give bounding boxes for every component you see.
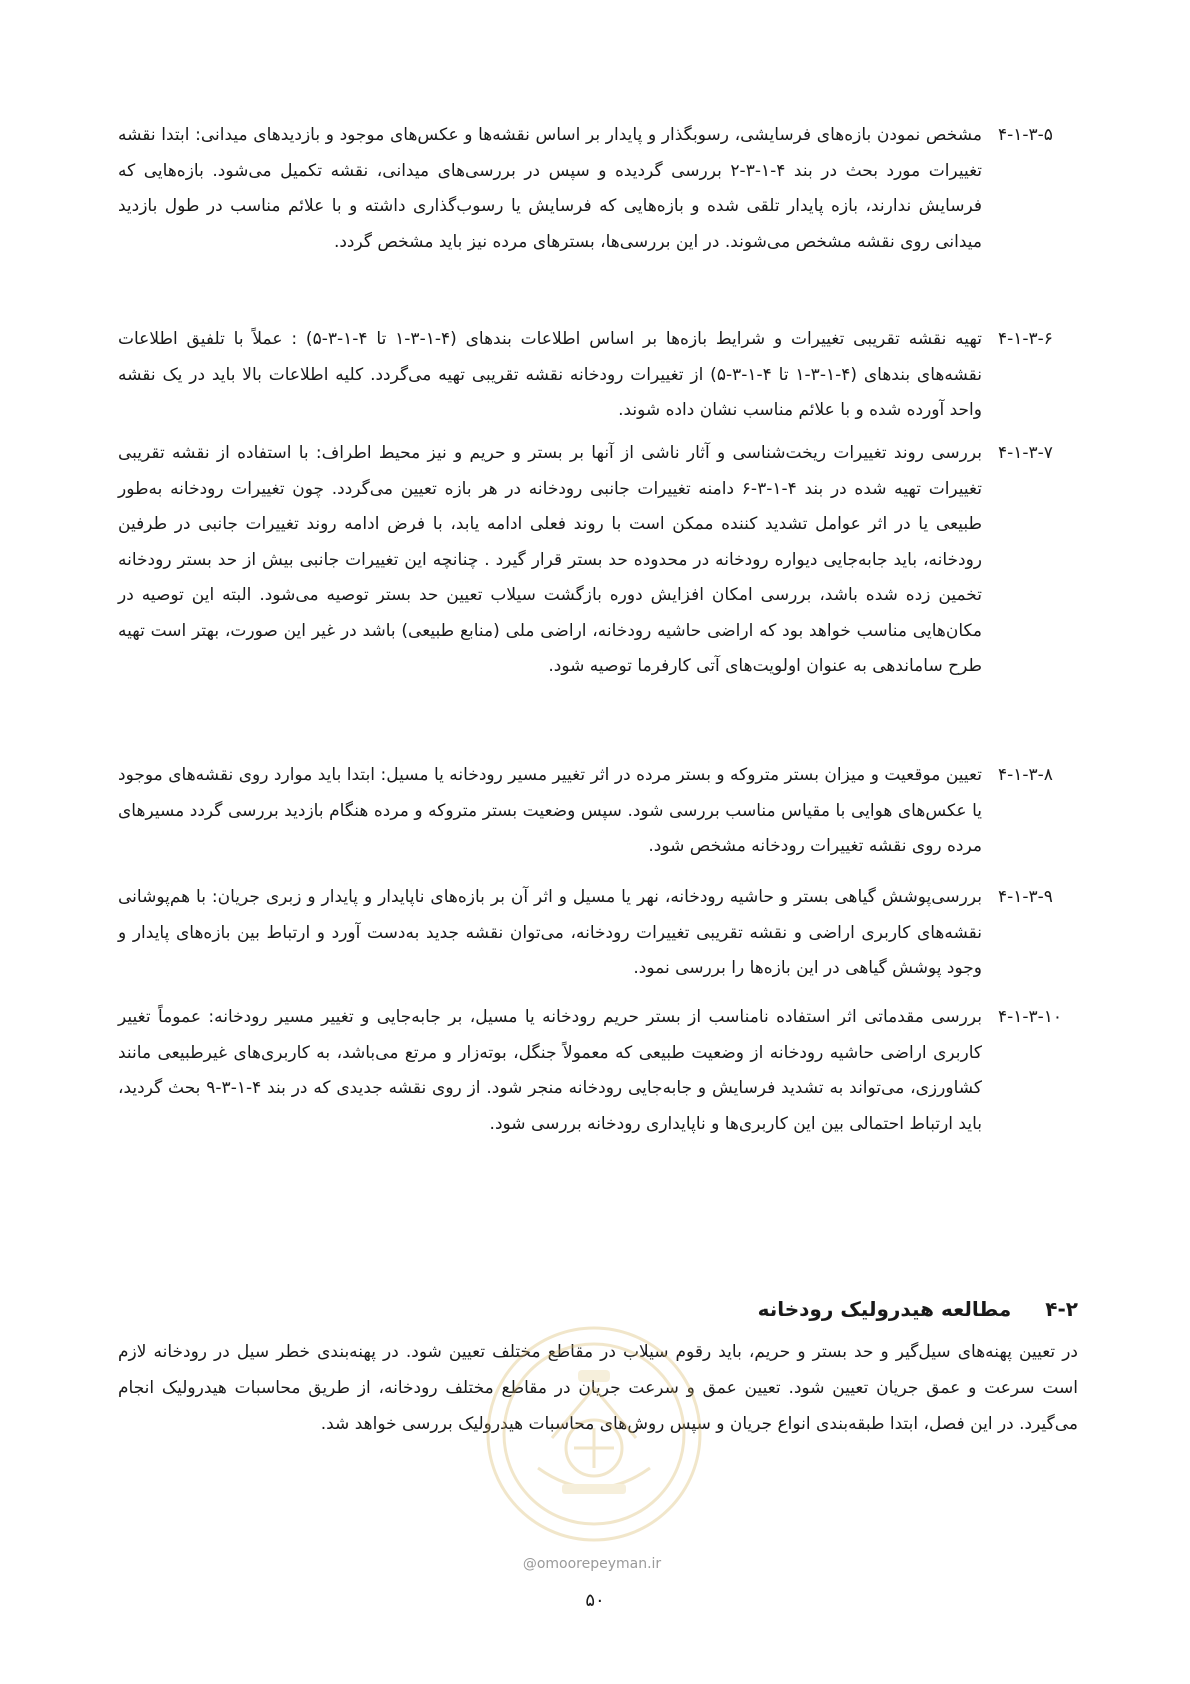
clause-number: ۴-۱-۳-۷ [998, 443, 1053, 463]
clause-number: ۴-۱-۳-۹ [998, 887, 1053, 907]
section-title: مطالعه هیدرولیک رودخانه [757, 1297, 1012, 1321]
section-number: ۴-۲ [1045, 1297, 1078, 1321]
clause-number: ۴-۱-۳-۵ [998, 125, 1053, 145]
section-heading [758, 1294, 1078, 1324]
clause-text: تهیه نقشه تقریبی تغییرات و شرایط بازه‌ها بر اساس اطلاعات بندهای (۴-۱-۳-۱ تا ۴-۱-۳-۵) : عملاً با تلفیق اطلاعات نقشه‌های بندهای (۴-۱-۳-۱ تا ۴-۱-۳-۵) از تغییرات رودخانه نقشه تقریبی تهیه می‌گردد. کلیه اطلاعات بالا باید در یک نقشه واحد آورده شده و با علائم مناسب نشان داده شوند. [118, 329, 982, 420]
section-paragraph: در تعیین پهنه‌های سیل‌گیر و حد بستر و حریم، باید رقوم سیلاب در مقاطع مختلف تعیین شود. در پهنه‌بندی خطر سیل در رودخانه لازم است سرعت و عمق جریان تعیین شود. تعیین عمق و سرعت جریان در مقاطع مختلف رودخانه، از طریق محاسبات هیدرولیک انجام می‌گیرد. در این فصل، ابتدا طبقه‌بندی انواع جریان و سپس روش‌های محاسبات هیدرولیک بررسی خواهد شد. [118, 1342, 1078, 1434]
clause-4-1-3-5 [118, 118, 1078, 260]
page-number: ۵۰ [585, 1590, 605, 1611]
clause-4-1-3-8 [118, 758, 1078, 865]
clause-4-1-3-10 [118, 1000, 1078, 1142]
clause-text: مشخص نمودن بازه‌های فرسایشی، رسوبگذار و پایدار بر اساس نقشه‌ها و عکس‌های موجود و بازدیدهای میدانی: ابتدا نقشه تغییرات مورد بحث در بند ۴-۱-۳-۲ بررسی گردیده و سپس در بررسی‌های میدانی، نقشه تکمیل می‌شود. بازه‌هایی که فرسایش ندارند، بازه پایدار تلقی شده و بازه‌هایی که فرسایش یا رسوب‌گذاری داشته و با علائم مناسب در طول بازدید میدانی روی نقشه مشخص می‌شوند. در این بررسی‌ها، بسترهای مرده نیز باید مشخص گردد. [118, 125, 983, 252]
clause-number: ۴-۱-۳-۱۰ [998, 1007, 1063, 1027]
clause-text: بررسی روند تغییرات ریخت‌شناسی و آثار ناشی از آنها بر بستر و حریم و نیز محیط اطراف: با استفاده از نقشه تقریبی تغییرات تهیه شده در بند ۴-۱-۳-۶ دامنه تغییرات جانبی رودخانه در هر بازه تعیین می‌گردد. چون تغییرات رودخانه به‌طور طبیعی یا در اثر عوامل تشدید کننده ممکن است با روند فعلی ادامه یابد، با فرض ادامه روند تغییرات جانبی در طرفین رودخانه، باید جابه‌جایی دیواره رودخانه در محدوده حد بستر قرار گیرد . چنانچه این تغییرات جانبی بیش از حد بستر رودخانه تخمین زده شده باشد، بررسی امکان افزایش دوره بازگشت سیلاب تعیین حد بستر توصیه می‌شود. البته این توصیه در مکان‌هایی مناسب خواهد بود که اراضی حاشیه رودخانه، اراضی ملی (منابع طبیعی) باشد در غیر این صورت، بهتر است تهیه طرح ساماندهی به عنوان اولویت‌های آتی کارفرما توصیه شود. [118, 443, 982, 676]
watermark-url: @omoorepeyman.ir [522, 1556, 662, 1572]
clause-text: بررسی مقدماتی اثر استفاده نامناسب از بستر حریم رودخانه یا مسیل، بر جابه‌جایی و تغییر مسیر رودخانه: عموماً تغییر کاربری اراضی حاشیه رودخانه از وضعیت طبیعی که معمولاً جنگل، بوته‌زار و مرتع می‌باشد، به کاربری‌های غیرطبیعی مانند کشاورزی، می‌تواند به تشدید فرسایش و جابه‌جایی رودخانه منجر شود. از روی نقشه جدیدی که در بند ۴-۱-۳-۹ بحث گردید، باید ارتباط احتمالی بین این کاربری‌ها و ناپایداری رودخانه بررسی شود. [118, 1007, 983, 1134]
clause-text: تعیین موقعیت و میزان بستر متروکه و بستر مرده در اثر تغییر مسیر رودخانه یا مسیل: ابتدا باید موارد روی نقشه‌های موجود یا عکس‌های هوایی با مقیاس مناسب بررسی شود. سپس وضعیت بستر متروکه و مرده هنگام بازدید بررسی گردد مسیرهای مرده روی نقشه تغییرات رودخانه مشخص شود. [118, 765, 982, 856]
clause-number: ۴-۱-۳-۶ [998, 329, 1053, 349]
clause-4-1-3-6 [118, 322, 1078, 429]
clause-4-1-3-9 [118, 880, 1078, 987]
clause-4-1-3-7 [118, 436, 1078, 685]
clause-text: بررسی‌پوشش گیاهی بستر و حاشیه رودخانه، نهر یا مسیل و اثر آن بر بازه‌های ناپایدار و پایدار و زبری جریان: با هم‌پوشانی نقشه‌های کاربری اراضی و نقشه تقریبی تغییرات رودخانه، می‌توان نقشه جدید به‌دست آورد و ارتباط بین بازه‌های پایدار و وجود پوشش گیاهی در این بازه‌ها را بررسی نمود. [118, 887, 982, 978]
watermark-seal-icon [478, 1318, 710, 1550]
clause-number: ۴-۱-۳-۸ [998, 765, 1053, 785]
